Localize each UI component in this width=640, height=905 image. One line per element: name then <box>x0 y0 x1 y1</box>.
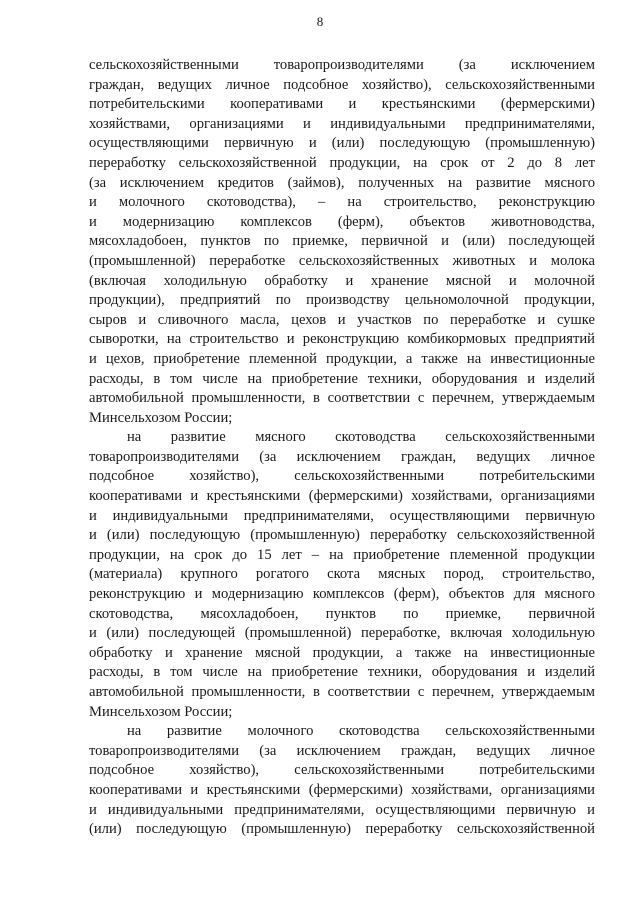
text-line: реконструкцию и модернизацию комплексов (ферм), объектов для мясного <box>89 586 595 603</box>
text-line: (промышленной) переработке сельскохозяйственных животных и молока <box>89 252 595 269</box>
text-line: скотоводства, мясохладобоен, пунктов по приемке, первичной <box>89 605 595 622</box>
text-line: осуществляющими первичную и (или) последующую (промышленную) <box>89 135 595 152</box>
text-line: хозяйствами, организациями и индивидуальными предпринимателями, <box>89 115 595 132</box>
page-number: 8 <box>316 14 324 29</box>
text-line: расходы, в том числе на приобретение техники, оборудования и изделий <box>89 664 595 681</box>
text-line: и молочного скотоводства), – на строительство, реконструкцию <box>89 194 595 211</box>
paragraph-dairy-cattle <box>89 722 595 840</box>
text-line: граждан, ведущих личное подсобное хозяйство), сельскохозяйственными <box>89 76 595 93</box>
text-line: подсобное хозяйство), сельскохозяйственными потребительскими <box>89 762 595 779</box>
paragraph-meat-cattle <box>89 428 595 722</box>
text-line: автомобильной промышленности, в соответствии с перечнем, утверждаемым <box>89 390 595 407</box>
text-line: Минсельхозом России; <box>89 703 233 720</box>
paragraph-credits-2-8-years <box>89 56 595 428</box>
text-line: Минсельхозом России; <box>89 409 233 426</box>
text-line: кооперативами и крестьянскими (фермерскими) хозяйствами, организациями <box>89 488 595 505</box>
text-line: мясохладобоен, пунктов по приемке, первичной и (или) последующей <box>89 233 595 250</box>
text-line: (за исключением кредитов (займов), полученных на развитие мясного <box>89 174 595 191</box>
text-line: сыров и сливочного масла, цехов и участков по переработке и сушке <box>89 311 595 328</box>
text-line: (материала) крупного рогатого скота мясных пород, строительство, <box>89 566 595 583</box>
text-line: автомобильной промышленности, в соответствии с перечнем, утверждаемым <box>89 684 595 700</box>
text-line: на развитие молочного скотоводства сельскохозяйственными <box>127 723 595 740</box>
text-line: и цехов, приобретение племенной продукции, а также на инвестиционные <box>89 350 595 367</box>
text-line: сыворотки, на строительство и реконструкцию комбикормовых предприятий <box>89 331 595 348</box>
text-line: товаропроизводителями (за исключением граждан, ведущих личное <box>89 742 595 759</box>
text-line: продукции, на срок до 15 лет – на приобретение племенной продукции <box>89 546 595 563</box>
text-line: обработку и хранение мясной продукции, а также на инвестиционные <box>89 644 595 661</box>
text-line: сельскохозяйственными товаропроизводителями (за исключением <box>89 57 595 73</box>
text-line: потребительскими кооперативами и крестьянскими (фермерскими) <box>89 96 595 113</box>
text-line: переработку сельскохозяйственной продукции, на срок от 2 до 8 лет <box>89 154 595 171</box>
text-line: (или) последующую (промышленную) переработку сельскохозяйственной <box>89 821 595 838</box>
text-line: подсобное хозяйство), сельскохозяйственными потребительскими <box>89 468 595 485</box>
text-line: и модернизацию комплексов (ферм), объектов животноводства, <box>89 213 595 230</box>
text-line: и (или) последующую (промышленную) переработку сельскохозяйственной <box>89 527 595 544</box>
text-line: и индивидуальными предпринимателями, осуществляющими первичную <box>89 507 595 524</box>
document-body <box>89 56 595 840</box>
text-line: расходы, в том числе на приобретение техники, оборудования и изделий <box>89 370 595 387</box>
text-line: и (или) последующей (промышленной) переработке, включая холодильную <box>89 625 595 642</box>
text-line: и индивидуальными предпринимателями, осуществляющими первичную и <box>89 801 595 818</box>
text-line: на развитие мясного скотоводства сельскохозяйственными <box>127 429 595 446</box>
text-line: товаропроизводителями (за исключением граждан, ведущих личное <box>89 448 595 465</box>
text-line: продукции), предприятий по производству цельномолочной продукции, <box>89 292 595 309</box>
text-line: (включая холодильную обработку и хранение мясной и молочной <box>89 272 595 289</box>
text-line: кооперативами и крестьянскими (фермерскими) хозяйствами, организациями <box>89 781 595 798</box>
